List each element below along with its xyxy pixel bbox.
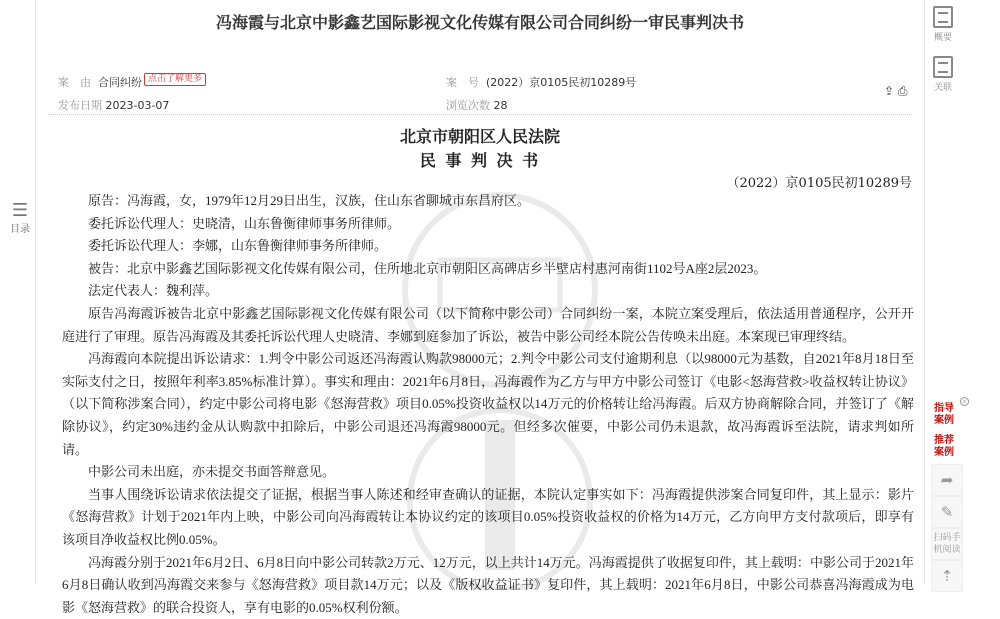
meta-divider (48, 114, 912, 115)
list-icon: ☰ (8, 202, 32, 220)
paragraph: 冯海霞向本院提出诉讼请求：1.判令中影公司返还冯海霞认购款98000元；2.判令中影公司支付逾期利息（以98000元为基数，自2021年8月18日至实际支付之日，按照年利率3.85%标准计算）。事实和理由：2021年6月8日，冯海霞作为乙方与甲方中影公司签订《电影<怒海营救>收益权转让协议》（以下简称涉案合同），约定中影公司将电影《怒海营救》项目0.05%投资收益权以14万元的价格转让给冯海霞。后双方协商解除合同，并签订了《解除协议》，约定30%违约金从认购款中扣除后，中影公司退还冯海霞98000元。但经多次催要，中影公司仍未退款，故冯海霞诉至法院，请求判如所请。 (62, 348, 914, 461)
paragraph: 委托诉讼代理人：李娜，山东鲁衡律师事务所律师。 (62, 235, 914, 258)
doc-tools (884, 84, 908, 99)
back-to-top-button[interactable] (931, 560, 963, 592)
cloud-download-icon[interactable]: ⇪ (884, 84, 894, 98)
document-case-number: （2022）京0105民初10289号 (726, 172, 912, 191)
right-divider (924, 0, 925, 584)
related-button[interactable] (928, 56, 958, 93)
summary-label: 概要 (928, 30, 958, 43)
date-row (58, 97, 169, 113)
views-row (446, 97, 508, 113)
share-button[interactable] (931, 464, 963, 496)
toc-label: 目录 (8, 220, 32, 235)
paragraph: 委托诉讼代理人：史晓清，山东鲁衡律师事务所律师。 (62, 213, 914, 236)
close-icon[interactable]: × (960, 397, 969, 406)
views-label: 浏览次数 (446, 99, 490, 112)
caseno-row (446, 74, 636, 90)
related-label: 关联 (928, 80, 958, 93)
paragraph: 法定代表人：魏利萍。 (62, 280, 914, 303)
caseno-label: 案 号 (446, 76, 479, 89)
share-icon: ➦ (941, 471, 954, 489)
related-doc-icon (933, 56, 953, 78)
pencil-icon: ✎ (941, 503, 954, 521)
summary-button[interactable] (928, 6, 958, 43)
cause-row (58, 74, 206, 91)
cause-value: 合同纠纷 (98, 76, 142, 89)
document-type: 民 事 判 决 书 (40, 148, 920, 171)
left-divider (35, 0, 36, 584)
paragraph: 中影公司未出庭，亦未提交书面答辩意见。 (62, 461, 914, 484)
paragraph: 冯海霞分别于2021年6月2日、6月8日向中影公司转款2万元、12万元，以上共计14万元。冯海霞提供了收据复印件，其上载明：中影公司于2021年6月8日确认收到冯海霞交来参与《怒海营救》项目款14万元；以及《版权收益证书》复印件，其上载明：2021年6月8日，中影公司恭喜冯海霞成为电影《怒海营救》的联合投资人，享有电影的0.05%权利份额。 (62, 552, 914, 619)
recommended-cases-link[interactable]: 推荐案例 (934, 435, 958, 459)
date-value: 2023-03-07 (106, 99, 170, 112)
paragraph: 当事人围绕诉讼请求依法提交了证据，根据当事人陈述和经审查确认的证据，本院认定事实如下：冯海霞提供涉案合同复印件，其上显示：影片《怒海营救》计划于2021年内上映，中影公司向冯海霞转让本协议约定的该项目0.05%投资收益权的价格为14万元，乙方向甲方支付款项后，即享有该项目净收益权比例0.05%。 (62, 484, 914, 552)
paragraph: 被告：北京中影鑫艺国际影视文化传媒有限公司，住所地北京市朝阳区高碑店乡半壁店村惠河南街1102号A座2层2023。 (62, 258, 914, 281)
back-to-top-icon: ⇡ (941, 567, 954, 585)
judgment-body (62, 190, 914, 619)
caseno-value: (2022）京0105民初10289号 (486, 76, 636, 89)
paragraph: 原告：冯海霞，女，1979年12月29日出生，汉族，住山东省聊城市东昌府区。 (62, 190, 914, 213)
toc-button[interactable] (8, 202, 32, 235)
qr-read-button[interactable]: 扫码手机阅读 (931, 528, 963, 560)
page-title: 冯海霞与北京中影鑫艺国际影视文化传媒有限公司合同纠纷一审民事判决书 (40, 10, 920, 33)
edit-button[interactable] (931, 496, 963, 528)
court-name: 北京市朝阳区人民法院 (40, 124, 920, 147)
date-label: 发布日期 (58, 99, 102, 112)
cause-label: 案 由 (58, 76, 91, 89)
paragraph: 原告冯海霞诉被告北京中影鑫艺国际影视文化传媒有限公司（以下简称中影公司）合同纠纷一案，本院立案受理后，依法适用普通程序，公开开庭进行了审理。原告冯海霞及其委托诉讼代理人史晓清、李娜到庭参加了诉讼，被告中影公司经本院公告传唤未出庭。本案现已审理终结。 (62, 303, 914, 348)
guide-cases-link[interactable]: 指导案例 (934, 403, 958, 427)
learn-more-tag[interactable]: 点击了解更多 (144, 73, 206, 86)
views-value: 28 (494, 99, 508, 112)
printer-icon[interactable]: ⎙ (898, 84, 908, 98)
summary-doc-icon (933, 6, 953, 28)
